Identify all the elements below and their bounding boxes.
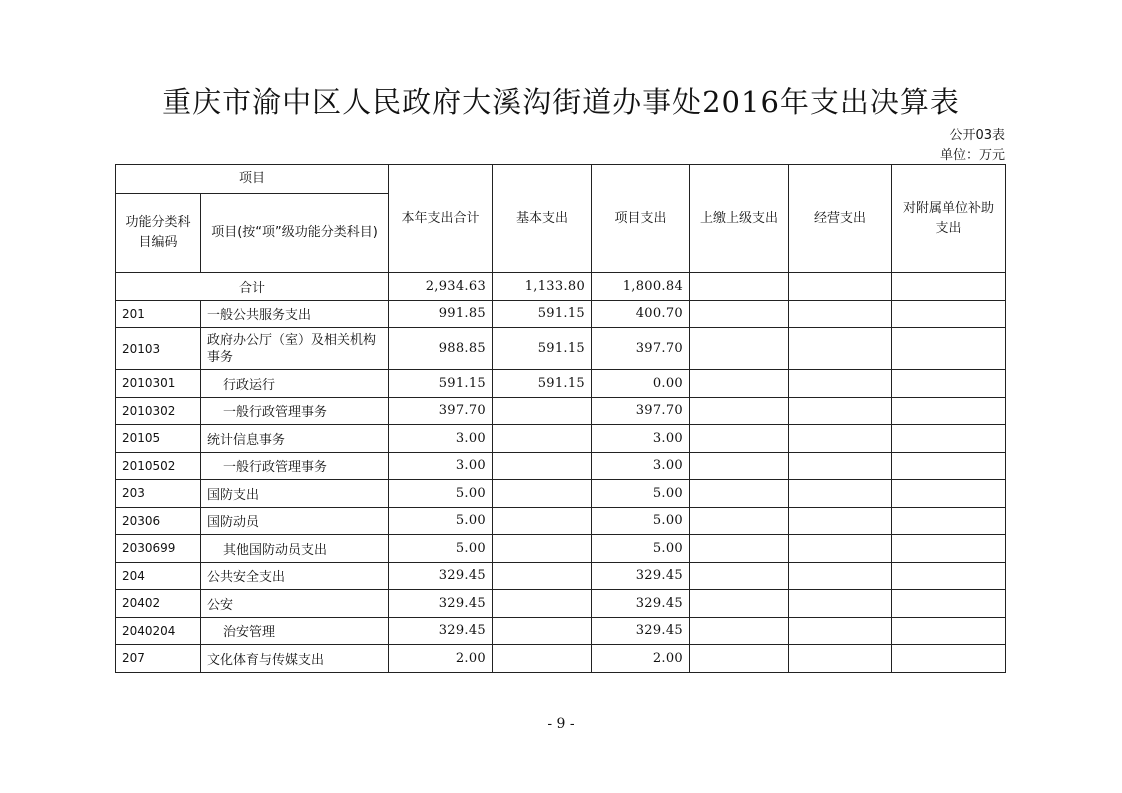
row-basic (493, 397, 592, 425)
row-operating (789, 645, 892, 673)
row-basic (493, 645, 592, 673)
header-operating: 经营支出 (789, 165, 892, 273)
header-total: 本年支出合计 (389, 165, 493, 273)
row-upper (690, 300, 789, 328)
row-subsidiary (892, 425, 1006, 453)
row-code: 207 (116, 645, 201, 673)
table-row (116, 645, 1006, 673)
row-upper (690, 645, 789, 673)
total-basic: 1,133.80 (493, 273, 592, 301)
table-row (116, 370, 1006, 398)
row-name: 国防支出 (201, 480, 389, 508)
row-operating (789, 300, 892, 328)
header-project-group: 项目 (116, 165, 389, 194)
row-upper (690, 507, 789, 535)
page-title: 重庆市渝中区人民政府大溪沟街道办事处2016年支出决算表 (162, 85, 960, 119)
total-upper (690, 273, 789, 301)
row-name: 文化体育与传媒支出 (201, 645, 389, 673)
row-project: 329.45 (592, 562, 690, 590)
row-operating (789, 617, 892, 645)
row-upper (690, 590, 789, 618)
table-row (116, 300, 1006, 328)
row-upper (690, 452, 789, 480)
row-total: 991.85 (389, 300, 493, 328)
row-code: 203 (116, 480, 201, 508)
row-upper (690, 328, 789, 370)
row-operating (789, 425, 892, 453)
row-code: 201 (116, 300, 201, 328)
row-operating (789, 562, 892, 590)
row-code: 204 (116, 562, 201, 590)
row-name: 行政运行 (201, 370, 389, 398)
row-project: 5.00 (592, 480, 690, 508)
row-total: 329.45 (389, 617, 493, 645)
row-upper (690, 480, 789, 508)
table-row (116, 507, 1006, 535)
row-total: 329.45 (389, 562, 493, 590)
header-name: 项目(按“项”级功能分类科目) (201, 194, 389, 273)
row-code: 20103 (116, 328, 201, 370)
row-project: 5.00 (592, 507, 690, 535)
row-code: 2010301 (116, 370, 201, 398)
row-code: 20105 (116, 425, 201, 453)
row-subsidiary (892, 300, 1006, 328)
row-project: 329.45 (592, 590, 690, 618)
row-name: 国防动员 (201, 507, 389, 535)
row-code: 2010502 (116, 452, 201, 480)
table-row (116, 590, 1006, 618)
row-subsidiary (892, 480, 1006, 508)
table-row (116, 617, 1006, 645)
row-name: 一般行政管理事务 (201, 397, 389, 425)
row-total: 397.70 (389, 397, 493, 425)
row-basic: 591.15 (493, 300, 592, 328)
row-name: 其他国防动员支出 (201, 535, 389, 563)
row-subsidiary (892, 370, 1006, 398)
row-operating (789, 370, 892, 398)
table-row (116, 562, 1006, 590)
row-upper (690, 562, 789, 590)
row-subsidiary (892, 645, 1006, 673)
row-total: 5.00 (389, 535, 493, 563)
row-code: 2010302 (116, 397, 201, 425)
row-operating (789, 328, 892, 370)
row-code: 2030699 (116, 535, 201, 563)
row-project: 3.00 (592, 425, 690, 453)
row-name: 政府办公厅（室）及相关机构事务 (201, 328, 389, 370)
form-number: 公开03表 (949, 128, 1005, 143)
row-total: 2.00 (389, 645, 493, 673)
table-row (116, 397, 1006, 425)
row-subsidiary (892, 328, 1006, 370)
row-code: 20402 (116, 590, 201, 618)
row-basic: 591.15 (493, 370, 592, 398)
row-basic (493, 507, 592, 535)
header-basic: 基本支出 (493, 165, 592, 273)
row-basic (493, 590, 592, 618)
row-name: 一般行政管理事务 (201, 452, 389, 480)
row-operating (789, 507, 892, 535)
row-basic (493, 535, 592, 563)
row-basic: 591.15 (493, 328, 592, 370)
row-subsidiary (892, 397, 1006, 425)
total-amount: 2,934.63 (389, 273, 493, 301)
row-subsidiary (892, 590, 1006, 618)
row-total: 591.15 (389, 370, 493, 398)
row-code: 20306 (116, 507, 201, 535)
row-basic (493, 425, 592, 453)
expenditure-table (115, 164, 1006, 673)
row-upper (690, 535, 789, 563)
total-label: 合计 (116, 273, 389, 301)
row-code: 2040204 (116, 617, 201, 645)
table-row (116, 480, 1006, 508)
table-row (116, 535, 1006, 563)
header-upper: 上缴上级支出 (690, 165, 789, 273)
row-operating (789, 535, 892, 563)
row-project: 397.70 (592, 397, 690, 425)
row-name: 公安 (201, 590, 389, 618)
header-subsidiary: 对附属单位补助支出 (892, 165, 1006, 273)
row-operating (789, 452, 892, 480)
row-operating (789, 480, 892, 508)
row-project: 0.00 (592, 370, 690, 398)
row-upper (690, 397, 789, 425)
row-upper (690, 425, 789, 453)
row-total: 988.85 (389, 328, 493, 370)
table-row (116, 328, 1006, 370)
row-project: 400.70 (592, 300, 690, 328)
table-row (116, 425, 1006, 453)
row-subsidiary (892, 562, 1006, 590)
row-subsidiary (892, 535, 1006, 563)
header-code: 功能分类科目编码 (116, 194, 201, 273)
row-name: 统计信息事务 (201, 425, 389, 453)
total-project: 1,800.84 (592, 273, 690, 301)
table-row (116, 452, 1006, 480)
row-subsidiary (892, 507, 1006, 535)
total-operating (789, 273, 892, 301)
row-name: 一般公共服务支出 (201, 300, 389, 328)
row-basic (493, 480, 592, 508)
row-total: 5.00 (389, 507, 493, 535)
row-project: 5.00 (592, 535, 690, 563)
row-subsidiary (892, 452, 1006, 480)
row-name: 公共安全支出 (201, 562, 389, 590)
row-basic (493, 562, 592, 590)
total-subsidiary (892, 273, 1006, 301)
row-project: 2.00 (592, 645, 690, 673)
row-project: 3.00 (592, 452, 690, 480)
row-upper (690, 370, 789, 398)
row-operating (789, 397, 892, 425)
header-project: 项目支出 (592, 165, 690, 273)
row-total: 329.45 (389, 590, 493, 618)
row-project: 329.45 (592, 617, 690, 645)
row-subsidiary (892, 617, 1006, 645)
total-row (116, 273, 1006, 301)
page-number: - 9 - (547, 716, 575, 732)
row-project: 397.70 (592, 328, 690, 370)
unit-label: 单位：万元 (939, 148, 1005, 163)
row-basic (493, 617, 592, 645)
row-total: 5.00 (389, 480, 493, 508)
row-total: 3.00 (389, 452, 493, 480)
row-name: 治安管理 (201, 617, 389, 645)
row-basic (493, 452, 592, 480)
row-operating (789, 590, 892, 618)
row-upper (690, 617, 789, 645)
row-total: 3.00 (389, 425, 493, 453)
